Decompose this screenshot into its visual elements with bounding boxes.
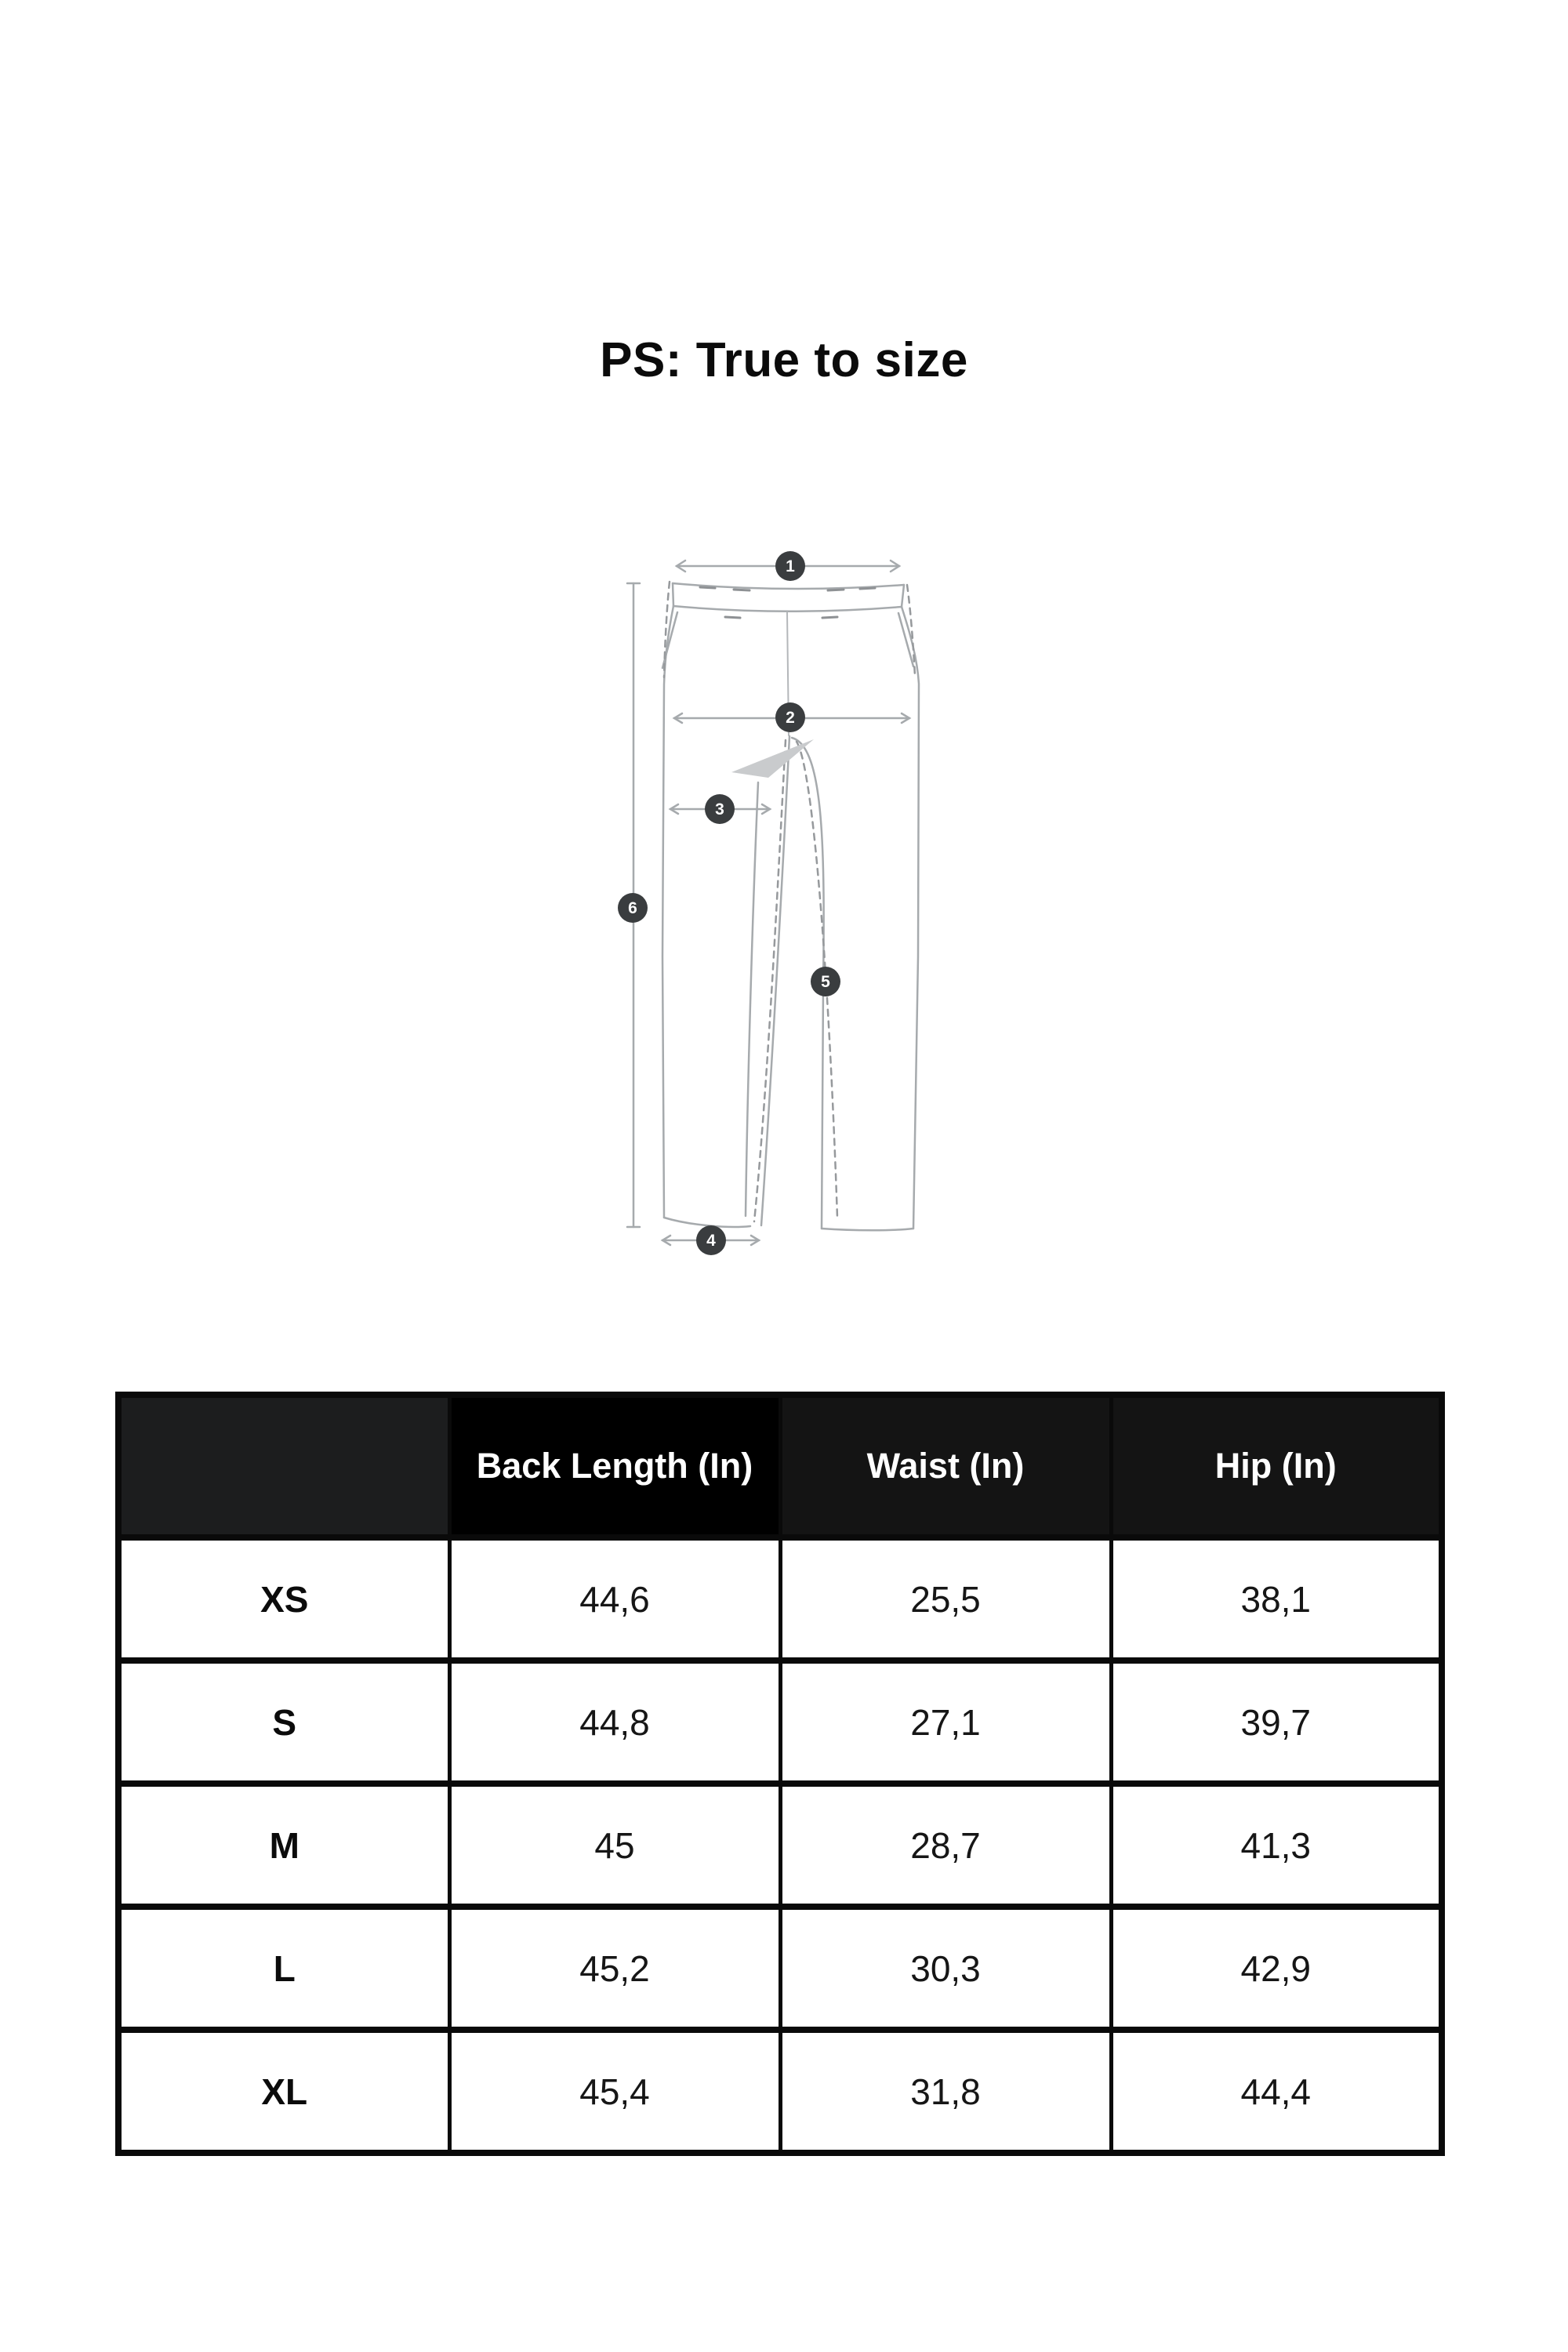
pants-measurement-diagram xyxy=(596,517,980,1270)
measure-markers xyxy=(618,551,840,1255)
size-chart-table xyxy=(115,1392,1445,2156)
value-cell: 44,8 xyxy=(449,1661,780,1784)
value-cell: 25,5 xyxy=(780,1537,1111,1661)
svg-text:4: 4 xyxy=(706,1232,716,1250)
pants-sketch-svg xyxy=(596,517,980,1270)
pocket-lines xyxy=(662,582,915,677)
svg-text:1: 1 xyxy=(786,557,795,575)
crotch-shade xyxy=(731,739,814,778)
value-cell: 39,7 xyxy=(1111,1661,1442,1784)
value-cell: 31,8 xyxy=(780,2030,1111,2153)
value-cell: 45,2 xyxy=(449,1907,780,2030)
value-cell: 41,3 xyxy=(1111,1784,1442,1907)
header-cell-hip: Hip (In) xyxy=(1111,1395,1442,1537)
value-cell: 27,1 xyxy=(780,1661,1111,1784)
value-cell: 44,4 xyxy=(1111,2030,1442,2153)
header-row xyxy=(118,1395,1442,1537)
size-label: XS xyxy=(118,1537,449,1661)
marker-3 xyxy=(705,794,735,824)
value-cell: 38,1 xyxy=(1111,1537,1442,1661)
header-cell-back-length: Back Length (In) xyxy=(449,1395,780,1537)
marker-1 xyxy=(775,551,805,581)
outer-seams xyxy=(662,606,919,1229)
value-cell: 44,6 xyxy=(449,1537,780,1661)
value-cell: 42,9 xyxy=(1111,1907,1442,2030)
marker-2 xyxy=(775,702,805,732)
header-cell-empty xyxy=(118,1395,449,1537)
marker-4 xyxy=(696,1225,726,1255)
table-row-l xyxy=(118,1907,1442,2030)
page-title: PS: True to size xyxy=(600,333,968,387)
hem-lines xyxy=(664,1218,913,1230)
value-cell: 28,7 xyxy=(780,1784,1111,1907)
size-label: M xyxy=(118,1784,449,1907)
value-cell: 45,4 xyxy=(449,2030,780,2153)
marker-5 xyxy=(811,967,840,996)
header-cell-waist: Waist (In) xyxy=(780,1395,1111,1537)
value-cell: 45 xyxy=(449,1784,780,1907)
svg-text:6: 6 xyxy=(628,899,637,917)
table-row-s xyxy=(118,1661,1442,1784)
size-label: XL xyxy=(118,2030,449,2153)
table-row-xl xyxy=(118,2030,1442,2153)
svg-text:3: 3 xyxy=(715,800,724,818)
size-label: S xyxy=(118,1661,449,1784)
size-label: L xyxy=(118,1907,449,2030)
value-cell: 30,3 xyxy=(780,1907,1111,2030)
table-row-m xyxy=(118,1784,1442,1907)
table-row-xs xyxy=(118,1537,1442,1661)
svg-text:2: 2 xyxy=(786,709,795,727)
marker-6 xyxy=(618,893,648,923)
svg-text:5: 5 xyxy=(821,973,830,991)
